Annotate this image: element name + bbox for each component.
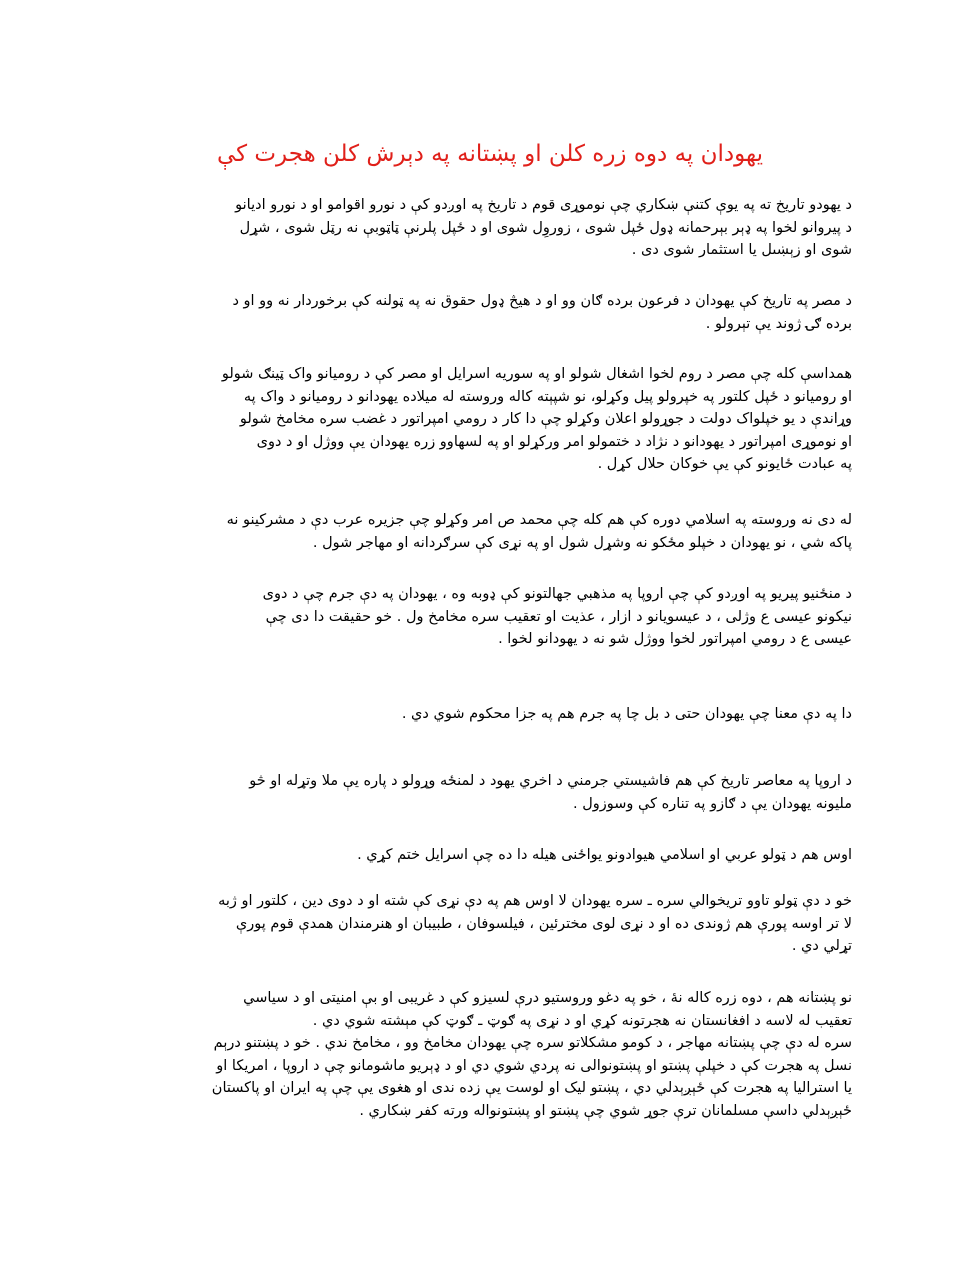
text-line: مليونه يهودان يې د ګازو په تناره کې وسوزول .: [573, 795, 852, 812]
document-title: يهودان په دوه زره کلن او پښتانه په دېرش کلن هجرت کې: [216, 141, 764, 167]
paragraph: [120, 363, 852, 476]
text-line: شوى او زېښىل يا استثمار شوى دى .: [631, 242, 852, 258]
text-line: لا تر اوسه پورې هم ژوندى ده او د نړى لوى مخترئين ، فيلسوفان ، طبيبان او هنرمندان همدې قوم پورې: [235, 915, 852, 932]
text-line: همداسې کله چې مصر د روم لخوا اشغال شولو او په سوريه اسرايل او مصر کې د رومیانو واک ټينګ شولو: [221, 366, 852, 382]
text-line: اوس هم د ټولو عربي او اسلامي هيوادونو يواځنى هيله دا ده چې اسرايل ختم کړي .: [357, 847, 852, 863]
text-line: يا استراليا په هجرت کې ځېږېدلي دي ، پښتو ليک او لوست يې زده ندى او هغوى يې چې په ايران او پاکستان: [211, 1080, 852, 1096]
text-line: عيسى ع د رومي امپراتور لخوا ووژل شو نه د يهودانو لخوا .: [498, 631, 852, 647]
text-line: دا په دې معنا چې يهودان حتى د بل چا په جرم هم په جزا محکوم شوي دي .: [401, 706, 852, 722]
text-line: سره له دې چې پښتانه مهاجر ، د کومو مشکلاتو سره چې يهودان مخامخ وو ، مخامخ ندي . خو د پښتنو درېم: [213, 1035, 852, 1051]
text-line: پاکه شي ، نو يهودان د خپلو مځکو نه وشړل شول او په نړى کې سرګردانه او مهاجر شول .: [312, 534, 852, 551]
paragraph: [120, 770, 852, 815]
paragraph: [120, 890, 852, 958]
text-line: وړاندې د يو خپلواک دولت د جوړولو اعلان وکړلو چې دا کار د رومي امپراتور د غضب سره مخامخ شولو: [239, 411, 852, 427]
text-line: او نوموړى امپراتور د يهودانو د نژاد د ختمولو امر ورکړلو او په لسهاوو زره يهودان يې ووژل او د دوى: [256, 433, 852, 450]
paragraph: [120, 703, 852, 726]
text-line: د منځنيو پيريو په اوږدو کې چې اروپا په مذهبي جهالتونو کې ډوبه وه ، يهودان په دې جرم چې د دوى: [262, 586, 852, 602]
text-line: په عبادت ځايونو کې يې خوکان حلال کړل .: [597, 456, 852, 472]
text-line: د پيروانو لخوا په ډېر بېرحمانه ډول ځپل شوى ، زوروِل شوى او د ځپل پلرنې ټاټوبې نه رټل شوى ، شړل: [239, 219, 852, 236]
text-line: له دى نه وروسته په اسلامي دوره کې هم کله چې محمد ص امر وکړلو چې جزيره عرب دې د مشرکينو نه: [226, 512, 852, 528]
text-line: نسل په هجرت کې د خپلې پښتو او پښتونوالى نه پردي شوي دي او د ډېريو ماشومانو چې د اروپا ، امريکا او: [216, 1057, 852, 1074]
paragraph: [120, 509, 852, 554]
text-line: د اروپا په معاصر تاريخ کې هم فاشيستي جرمني د اخري يهود د لمنځه وړولو د پاره يې ملا وتړله او څو: [249, 773, 852, 789]
paragraph: [120, 987, 852, 1122]
text-line: نيکونو عيسى ع وژلى ، د عيسويانو د ازار ، عذيت او تعقيب سره مخامخ ول . خو حقيقت دا دى چې: [265, 608, 852, 625]
text-line: برده ګۍ ژوند يې تېرولو .: [705, 315, 852, 332]
text-line: او روميانو د ځپل کلتور په خپرولو پيل وکړلو، نو شپېته کاله وروسته له ميلاده يهودانو د روميانو د واک په: [243, 388, 852, 405]
paragraph: [120, 194, 852, 262]
text-line: تړلي دي .: [791, 938, 852, 954]
paragraph: [120, 290, 852, 335]
text-line: د يهودو تاريخ ته په يوې کتنې ښکاري چې نوموړى قوم د تاريخ په اوږدو کې د نورو اقوامو او د نورو اديانو: [235, 197, 852, 213]
text-line: تعقيب له لاسه د افغانستان نه هجرتونه کړي او د نړى په ګوټ ـ ګوټ کې مېشته شوي دي .: [312, 1012, 852, 1029]
paragraph: [120, 844, 852, 867]
text-line: خو د دې ټولو تاوو تريخوالي سره ـ سره يهودان لا اوس هم په دې نړى کې شته او د دوى دين ، کلتور او ژبه: [218, 893, 852, 909]
text-line: ځېږېدلي داسې مسلمانان ترې جوړ شوي چې پښتو او پښتونواله ورته کفر ښکاري .: [359, 1102, 852, 1119]
text-line: نو پښتانه هم ، دوه زره کاله نۀ ، خو په دغو وروستيو درې لسيزو کې د غريبى او بې امنيتى او د سياسي: [243, 990, 852, 1006]
text-line: د مصر په تاريخ کې يهودان د فرعون برده ګان وو او د هيڅ ډول حقوق نه په ټولنه کې برخوردار نه وو او د: [232, 293, 852, 309]
paragraph: [120, 583, 852, 651]
